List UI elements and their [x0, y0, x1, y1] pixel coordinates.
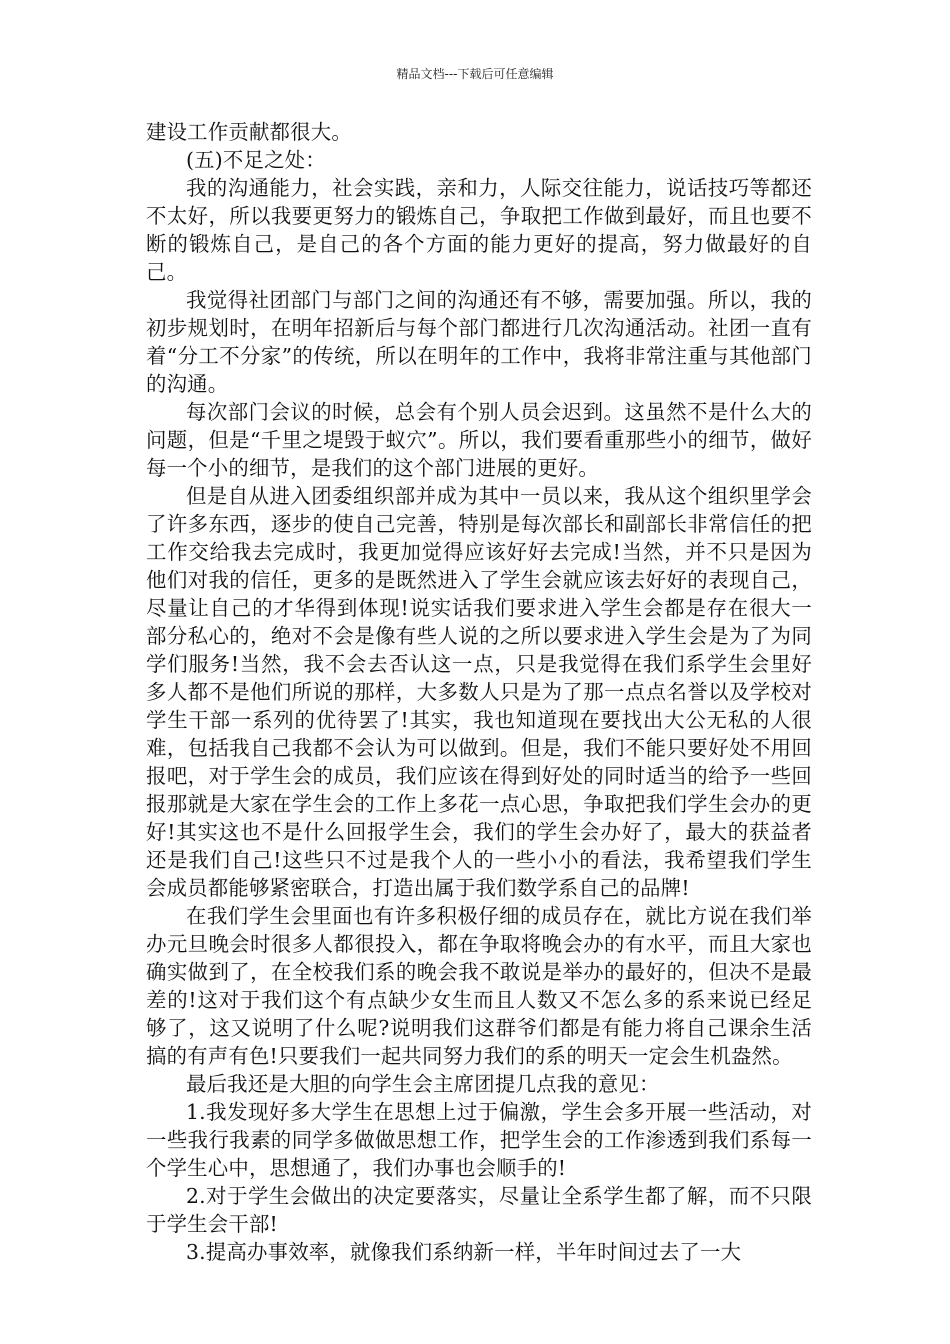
- paragraph: 在我们学生会里面也有许多积极仔细的成员存在，就比方说在我们举办元旦晚会时很多人都很投入，都在争取将晚会办的有水平，而且大家也确实做到了，在全校我们系的晚会我不敢说是举办的最好的，但决不是最差的!这对于我们这个有点缺少女生而且人数又不怎么多的系来说已经足够了，这又说明了什么呢?说明我们这群爷们都是有能力将自己课余生活搞的有声有色!只要我们一起共同努力我们的系的明天一定会生机盎然。: [146, 904, 812, 1068]
- list-item: 2.对于学生会做出的决定要落实，尽量让全系学生都了解，而不只限于学生会干部!: [146, 1184, 812, 1236]
- paragraph: 我的沟通能力，社会实践，亲和力，人际交往能力，说话技巧等都还不太好，所以我要更努力的锻炼自己，争取把工作做到最好，而且也要不断的锻炼自己，是自己的各个方面的能力更好的提高，努力做最好的自己。: [146, 176, 812, 284]
- paragraph: 每次部门会议的时候，总会有个别人员会迟到。这虽然不是什么大的问题，但是“千里之堤毁于蚁穴”。所以，我们要看重那些小的细节，做好每一个小的细节，是我们的这个部门进展的更好。: [146, 400, 812, 480]
- paragraph: 最后我还是大胆的向学生会主席团提几点我的意见：: [186, 1072, 660, 1096]
- paragraph: 但是自从进入团委组织部并成为其中一员以来，我从这个组织里学会了许多东西，逐步的使自己完善，特别是每次部长和副部长非常信任的把工作交给我去完成时，我更加觉得应该好好去完成!当然，并不只是因为他们对我的信任，更多的是既然进入了学生会就应该去好好的表现自己，尽量让自己的才华得到体现!说实话我们要求进入学生会都是存在很大一部分私心的，绝对不会是像有些人说的之所以要求进入学生会是为了为同学们服务!当然，我不会去否认这一点，只是我觉得在我们系学生会里好多人都不是他们所说的那样，大多数人只是为了那一点点名誉以及学校对学生干部一系列的优待罢了!其实，我也知道现在要找出大公无私的人很难，包括我自己我都不会认为可以做到。但是，我们不能只要好处不用回报吧，对于学生会的成员，我们应该在得到好处的同时适当的给予一些回报那就是大家在学生会的工作上多花一点心思，争取把我们学生会办的更好!其实这也不是什么回报学生会，我们的学生会办好了，最大的获益者还是我们自己!这些只不过是我个人的一些小小的看法，我希望我们学生会成员都能够紧密联合，打造出属于我们数学系自己的品牌!: [146, 484, 812, 900]
- list-item: 1.我发现好多大学生在思想上过于偏激，学生会多开展一些活动，对一些我行我素的同学多做做思想工作，把学生会的工作渗透到我们系每一个学生心中，思想通了，我们办事也会顺手的!: [146, 1100, 812, 1180]
- paragraph: 建设工作贡献都很大。: [146, 120, 352, 144]
- section-heading: (五)不足之处：: [186, 148, 326, 172]
- page-header: 精品文档---下载后可任意编辑: [396, 67, 554, 81]
- paragraph: 我觉得社团部门与部门之间的沟通还有不够，需要加强。所以，我的初步规划时，在明年招新后与每个部门都进行几次沟通活动。社团一直有着“分工不分家”的传统，所以在明年的工作中，我将非常注重与其他部门的沟通。: [146, 288, 812, 396]
- list-item: 3.提高办事效率，就像我们系纳新一样，半年时间过去了一大: [186, 1240, 742, 1264]
- document-body: [146, 118, 812, 1266]
